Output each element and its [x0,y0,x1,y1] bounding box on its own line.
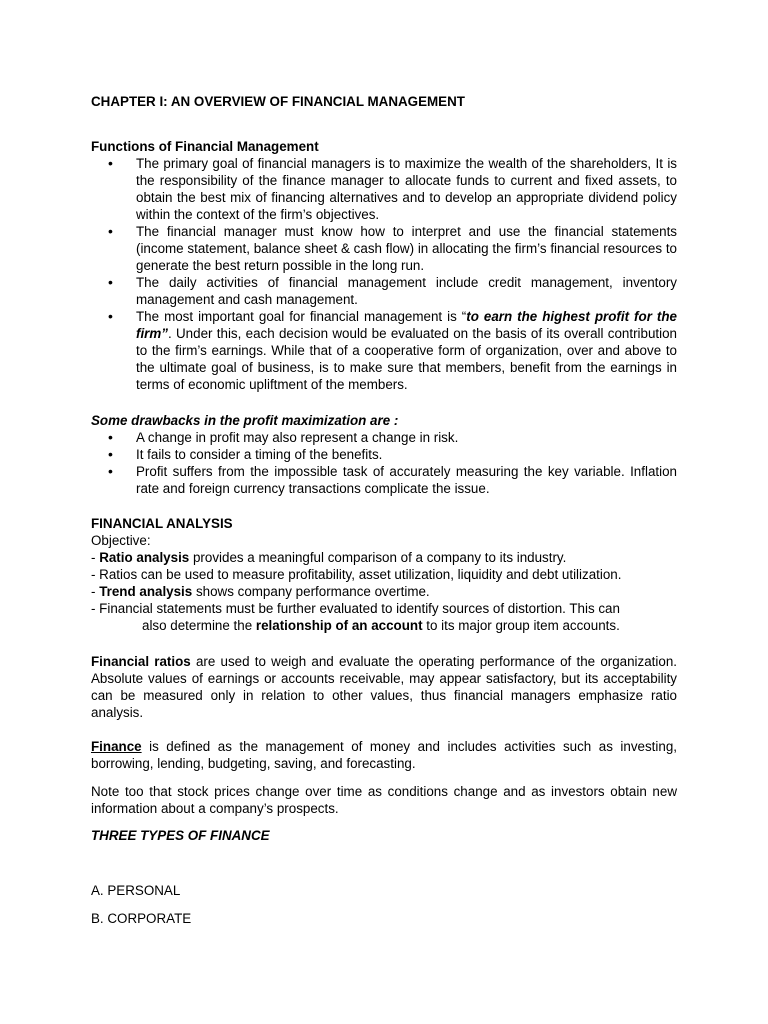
drawbacks-heading: Some drawbacks in the profit maximization are : [91,413,399,428]
stock-prices-note: Note too that stock prices change over time as conditions change and as investors obtain new information about a company’s prospects. [91,784,677,816]
financial-ratios-paragraph: Financial ratios are used to weigh and evaluate the operating performance of the organization. Absolute values of earnings or accounts receivable, may appear satisfactory, but its acceptability can be measured only in relation to other values, thus financial managers emphasize ratio analysis. [91,654,677,720]
list-item: • The financial manager must know how to interpret and use the financial statements (income statement, balance sheet & cash flow) in allocating the firm’s financial resources to generate the best return possible in the long run. [108,223,677,273]
functions-heading: Functions of Financial Management [91,139,319,154]
analysis-line: - Trend analysis shows company performance overtime. [91,584,430,599]
financial-analysis-heading: FINANCIAL ANALYSIS [91,516,233,531]
types-heading: THREE TYPES OF FINANCE [91,828,270,843]
chapter-title: CHAPTER I: AN OVERVIEW OF FINANCIAL MANAGEMENT [91,94,465,109]
list-item: • Profit suffers from the impossible task of accurately measuring the key variable. Inflation rate and foreign currency transactions complicate the issue. [108,463,677,496]
list-item: • The primary goal of financial managers is to maximize the wealth of the shareholders, It is the responsibility of the finance manager to allocate funds to current and fixed assets, to obtain the best mix of financing alternatives and to develop an appropriate dividend policy within the context of the firm’s objectives. [108,155,677,222]
functions-list [91,155,677,393]
drawbacks-list [91,429,677,497]
finance-definition-paragraph: Finance is defined as the management of money and includes activities such as investing, borrowing, lending, budgeting, saving, and forecasting. [91,739,677,771]
bullet-icon: • [108,274,113,290]
list-item: • The daily activities of financial management include credit management, inventory management and cash management. [108,274,677,307]
list-item: • A change in profit may also represent a change in risk. [108,429,459,445]
list-item: • It fails to consider a timing of the benefits. [108,446,383,462]
type-corporate: B. CORPORATE [91,911,192,926]
bullet-icon: • [108,429,113,445]
type-personal: A. PERSONAL [91,883,181,898]
bullet-icon: • [108,155,113,171]
bullet-icon: • [108,446,113,462]
analysis-line: - Financial statements must be further evaluated to identify sources of distortion. This can [91,601,620,616]
bullet-icon: • [108,463,113,479]
financial-analysis-section [91,515,677,634]
objective-label: Objective: [91,533,151,548]
analysis-line: also determine the relationship of an account to its major group item accounts. [142,618,620,633]
analysis-line: - Ratios can be used to measure profitability, asset utilization, liquidity and debt utilization. [91,567,622,582]
list-item: • The most important goal for financial management is “to earn the highest profit for the firm”. Under this, each decision would be evaluated on the basis of its overall contribution to the firm’s earnings. While that of a cooperative form of organization, over and above to the ultimate goal of business, is to make sure that members, benefit from the earnings in terms of economic upliftment of the members. [108,308,677,392]
bullet-icon: • [108,223,113,239]
analysis-line: - Ratio analysis provides a meaningful comparison of a company to its industry. [91,550,567,565]
bullet-icon: • [108,308,113,324]
